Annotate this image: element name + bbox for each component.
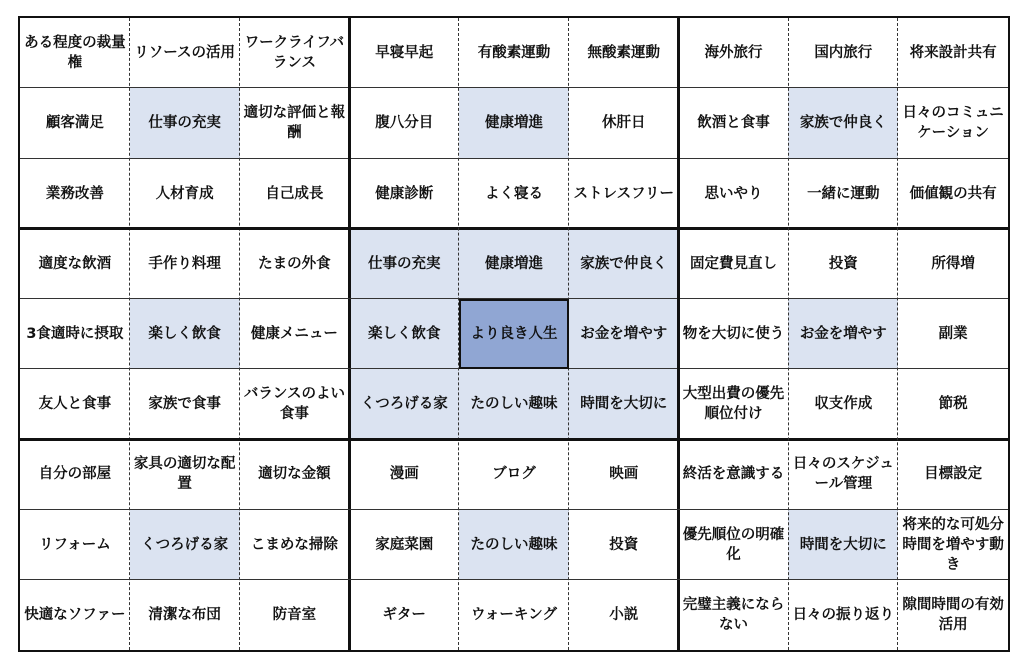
mandala-cell-r7-c3: 家庭菜園 bbox=[375, 536, 434, 553]
mandala-cell-r2-c7: 一緒に運動 bbox=[807, 185, 880, 202]
cell-divider-vertical bbox=[568, 18, 569, 650]
mandala-cell-r5-c8: 節税 bbox=[938, 396, 968, 413]
mandala-cell-r0-c6: 海外旅行 bbox=[704, 45, 763, 62]
mandala-cell-r1-c8: 日々のコミュニケーション bbox=[902, 105, 1004, 142]
mandala-cell-r8-c5: 小説 bbox=[609, 606, 639, 623]
mandala-cell-r2-c2: 自己成長 bbox=[265, 185, 324, 202]
mandala-cell-r6-c2: 適切な金額 bbox=[258, 466, 331, 483]
mandala-cell-r3-c2: たまの外食 bbox=[258, 255, 331, 272]
mandala-cell-r6-c3: 漫画 bbox=[389, 466, 419, 483]
mandala-cell-r1-c0: 顧客満足 bbox=[45, 115, 104, 132]
mandala-cell-r6-c5: 映画 bbox=[609, 466, 639, 483]
mandala-cell-r1-c5: 休肝日 bbox=[602, 115, 646, 132]
mandala-cell-r1-c7: 家族で仲良く bbox=[788, 88, 898, 158]
mandala-cell-r8-c6: 完璧主義にならない bbox=[682, 596, 785, 633]
mandala-cell-r4-c1: 楽しく飲食 bbox=[130, 299, 240, 369]
mandala-cell-r7-c2: こまめな掃除 bbox=[250, 536, 338, 553]
mandala-cell-r2-c3: 健康診断 bbox=[375, 185, 434, 202]
mandala-cell-r7-c4: たのしい趣味 bbox=[459, 510, 569, 580]
mandala-cell-r0-c0: ある程度の裁量権 bbox=[24, 35, 126, 72]
mandala-grid bbox=[18, 16, 1010, 652]
cell-divider-vertical bbox=[129, 18, 130, 650]
mandala-cell-r3-c5: 家族で仲良く bbox=[569, 229, 679, 299]
block-divider-horizontal bbox=[20, 438, 1008, 441]
cell-divider-vertical bbox=[788, 18, 789, 650]
mandala-cell-r8-c8: 隙間時間の有効活用 bbox=[902, 596, 1004, 633]
mandala-cell-r8-c0: 快適なソファー bbox=[24, 606, 126, 623]
mandala-cell-r3-c3: 仕事の充実 bbox=[349, 229, 459, 299]
mandala-cell-r4-c2: 健康メニュー bbox=[250, 325, 338, 342]
cell-divider-vertical bbox=[458, 18, 459, 650]
mandala-cell-r5-c7: 収支作成 bbox=[814, 396, 873, 413]
mandala-cell-r3-c1: 手作り料理 bbox=[148, 255, 221, 272]
mandala-cell-r1-c3: 腹八分目 bbox=[375, 115, 434, 132]
block-divider-horizontal bbox=[20, 227, 1008, 230]
mandala-cell-r4-c3: 楽しく飲食 bbox=[349, 299, 459, 369]
mandala-cell-r7-c5: 投資 bbox=[609, 536, 639, 553]
mandala-cell-r8-c2: 防音室 bbox=[272, 606, 317, 623]
mandala-cell-r6-c1: 家具の適切な配置 bbox=[133, 456, 236, 493]
mandala-cell-r6-c0: 自分の部屋 bbox=[38, 466, 112, 483]
mandala-cell-r0-c5: 無酸素運動 bbox=[587, 45, 660, 62]
mandala-cell-r8-c3: ギター bbox=[382, 606, 426, 623]
mandala-cell-r8-c4: ウォーキング bbox=[470, 606, 557, 623]
cell-divider-horizontal bbox=[20, 298, 1008, 299]
mandala-cell-r6-c8: 目標設定 bbox=[924, 466, 983, 483]
mandala-cell-r2-c8: 価値観の共有 bbox=[909, 185, 997, 202]
mandala-cell-r2-c0: 業務改善 bbox=[45, 185, 104, 202]
cell-divider-horizontal bbox=[20, 158, 1008, 159]
block-divider-vertical bbox=[348, 18, 351, 650]
block-divider-vertical bbox=[677, 18, 680, 650]
mandala-cell-r0-c2: ワークライフバランス bbox=[244, 35, 345, 72]
mandala-cell-r2-c1: 人材育成 bbox=[155, 185, 214, 202]
mandala-cell-r0-c4: 有酸素運動 bbox=[477, 45, 551, 62]
mandala-cell-r3-c0: 適度な飲酒 bbox=[38, 255, 112, 272]
cell-divider-horizontal bbox=[20, 509, 1008, 510]
mandala-cell-r2-c6: 思いやり bbox=[704, 185, 763, 202]
cell-divider-horizontal bbox=[20, 87, 1008, 88]
mandala-cell-r4-c0: 3食適時に摂取 bbox=[26, 325, 124, 342]
cell-divider-vertical bbox=[897, 18, 898, 650]
mandala-cell-r8-c1: 清潔な布団 bbox=[148, 606, 221, 623]
mandala-cell-r5-c1: 家族で食事 bbox=[148, 396, 221, 413]
mandala-cell-r5-c3: くつろげる家 bbox=[349, 369, 459, 439]
mandala-cell-r7-c7: 時間を大切に bbox=[788, 510, 898, 580]
mandala-cell-r7-c6: 優先順位の明確化 bbox=[682, 526, 785, 563]
mandala-cell-r6-c7: 日々のスケジュール管理 bbox=[792, 456, 894, 493]
mandala-cell-r5-c4: たのしい趣味 bbox=[459, 369, 569, 439]
mandala-cell-r8-c7: 日々の振り返り bbox=[792, 606, 895, 623]
mandala-cell-r3-c7: 投資 bbox=[828, 255, 858, 272]
mandala-cell-r0-c7: 国内旅行 bbox=[814, 45, 873, 62]
mandala-cell-r0-c3: 早寝早起 bbox=[375, 45, 434, 62]
mandala-cell-r7-c0: リフォーム bbox=[38, 536, 111, 553]
mandala-cell-r0-c1: リソースの活用 bbox=[134, 45, 236, 62]
mandala-cell-r6-c4: ブログ bbox=[492, 466, 536, 483]
mandala-cell-r2-c4: よく寝る bbox=[484, 185, 543, 202]
mandala-cell-r2-c5: ストレスフリー bbox=[573, 185, 674, 202]
cell-divider-horizontal bbox=[20, 579, 1008, 580]
mandala-cell-r6-c6: 終活を意識する bbox=[682, 466, 785, 483]
mandala-cell-r4-c8: 副業 bbox=[938, 325, 968, 342]
mandala-cell-r5-c5: 時間を大切に bbox=[569, 369, 679, 439]
mandala-cell-r5-c2: バランスのよい食事 bbox=[243, 386, 345, 423]
mandala-cell-r1-c4: 健康増進 bbox=[459, 88, 569, 158]
cell-divider-vertical bbox=[239, 18, 240, 650]
mandala-cell-r4-c6: 物を大切に使う bbox=[682, 325, 785, 342]
mandala-cell-r7-c8: 将来的な可処分時間を増やす動き bbox=[902, 516, 1004, 573]
mandala-cell-r4-c5: お金を増やす bbox=[569, 299, 679, 369]
mandala-cell-r3-c6: 固定費見直し bbox=[690, 255, 778, 272]
mandala-cell-r7-c1: くつろげる家 bbox=[130, 510, 240, 580]
mandala-cell-r4-c4: より良き人生 bbox=[459, 299, 569, 369]
mandala-cell-r3-c4: 健康増進 bbox=[459, 229, 569, 299]
mandala-cell-r3-c8: 所得増 bbox=[931, 255, 975, 272]
cell-divider-horizontal bbox=[20, 368, 1008, 369]
mandala-cell-r5-c0: 友人と食事 bbox=[38, 396, 112, 413]
mandala-cell-r4-c7: お金を増やす bbox=[788, 299, 898, 369]
mandala-cell-r1-c2: 適切な評価と報酬 bbox=[243, 105, 346, 142]
mandala-cell-r0-c8: 将来設計共有 bbox=[909, 45, 997, 62]
mandala-cell-r1-c6: 飲酒と食事 bbox=[697, 115, 770, 132]
mandala-cell-r1-c1: 仕事の充実 bbox=[130, 88, 240, 158]
mandala-cell-r5-c6: 大型出費の優先順位付け bbox=[682, 386, 785, 423]
